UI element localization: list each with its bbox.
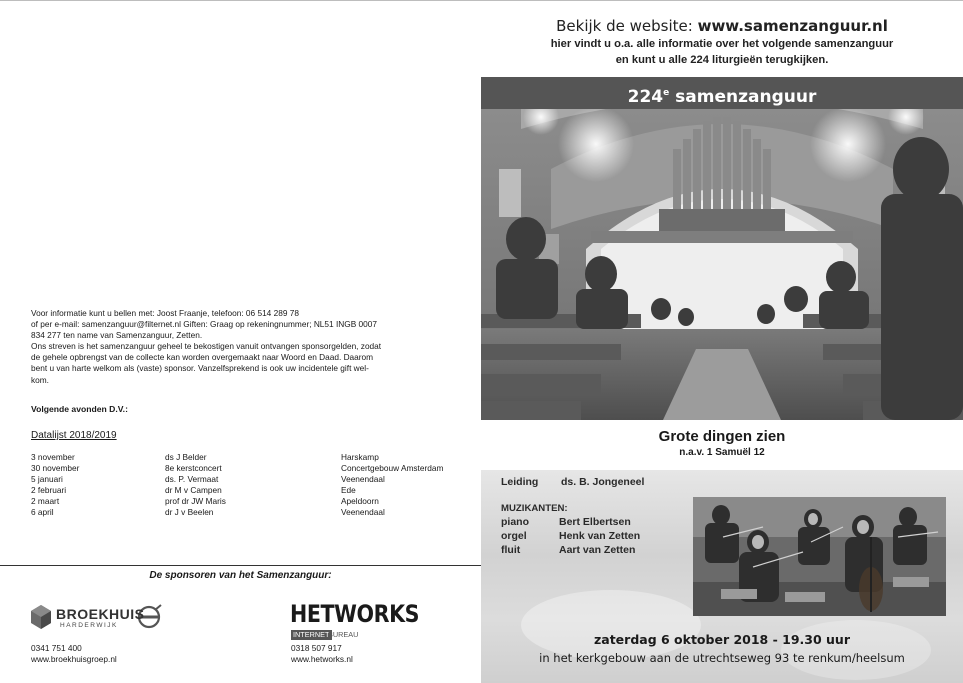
website-url: www.samenzanguur.nl	[697, 17, 888, 35]
place-cell: Veenendaal	[341, 507, 385, 518]
sponsor-divider	[0, 565, 481, 566]
musician-instrument: fluit	[501, 544, 521, 556]
date-cell: 3 november	[31, 452, 75, 462]
date-cell: 2 maart	[31, 496, 60, 507]
musician-list	[501, 516, 701, 558]
hetworks-phone: 0318 507 917	[291, 643, 342, 653]
leiding-row	[501, 476, 645, 488]
title-text: samenzanguur	[669, 87, 817, 107]
hetworks-name: HETWORKS	[290, 600, 420, 628]
place-cell: Concertgebouw Amsterdam	[341, 463, 444, 474]
date-cell: 2 februari	[31, 485, 67, 496]
date-cell: 6 april	[31, 507, 54, 518]
speaker-cell: 8e kerstconcert	[165, 463, 222, 474]
broekhuis-url: www.broekhuisgroep.nl	[31, 654, 117, 664]
musician-row	[501, 516, 701, 530]
background-glow	[521, 590, 701, 660]
website-info-line: en kunt u alle 224 liturgieën terugkijken.	[615, 54, 829, 66]
musician-instrument: piano	[501, 516, 529, 528]
background-glow	[781, 620, 931, 680]
broekhuis-phone: 0341 751 400	[31, 643, 82, 653]
info-line: kom.	[31, 374, 49, 385]
speaker-cell: dr M v Campen	[165, 485, 222, 496]
leiding-name: ds. B. Jongeneel	[561, 476, 645, 488]
date-row	[31, 474, 471, 485]
theme-title: Grote dingen zien	[658, 428, 786, 445]
event-location: in het kerkgebouw aan de utrechtseweg 93 te renkum/heelsum	[539, 651, 905, 665]
place-cell: Apeldoorn	[341, 496, 379, 507]
orchestra-photo	[693, 497, 946, 616]
datalijst-title: Datalijst 2018/2019	[31, 430, 117, 441]
right-panel	[481, 0, 963, 683]
event-date: zaterdag 6 oktober 2018 - 19.30 uur	[594, 632, 850, 647]
place-cell: Ede	[341, 485, 356, 496]
info-line: de gehele opbrengst van de collecte kan worden overgemaakt naar Woord en Daad. Daarom	[31, 352, 374, 363]
broekhuis-name: BROEKHUIS	[56, 606, 145, 622]
date-row	[31, 485, 471, 496]
info-line: bent u van harte welkom als (vaste) sponsor. Vanzelfsprekend is ook uw incidentele gift wel-	[31, 363, 369, 374]
musician-name: Aart van Zetten	[559, 544, 636, 556]
date-cell: 30 november	[31, 463, 80, 474]
hetworks-sub-internet: INTERNET	[293, 630, 330, 639]
speaker-cell: dr J v Beelen	[165, 507, 214, 518]
hetworks-url: www.hetworks.nl	[291, 654, 353, 664]
sponsor-title: De sponsoren van het Samenzanguur:	[149, 570, 332, 581]
musician-row	[501, 530, 701, 544]
date-row	[31, 463, 471, 474]
date-row	[31, 496, 471, 507]
place-cell: Harskamp	[341, 452, 379, 462]
date-list	[31, 452, 471, 519]
leiding-label: Leiding	[501, 476, 539, 488]
contact-info	[31, 308, 461, 386]
info-line: Ons streven is het samenzanguur geheel te bekostigen vanuit ontvangen sponsorgelden, zodat	[31, 341, 382, 352]
musikanten-title: MUZIKANTEN:	[501, 503, 568, 514]
title-number: 224	[627, 87, 664, 107]
broekhuis-sub: HARDERWIJK	[60, 622, 118, 629]
theme-subtitle: n.a.v. 1 Samuël 12	[679, 447, 765, 458]
left-panel	[0, 0, 481, 683]
musician-instrument: orgel	[501, 530, 527, 542]
website-line	[481, 17, 963, 35]
date-row	[31, 507, 471, 518]
title-band	[481, 77, 963, 109]
title-sup: e	[663, 88, 670, 98]
speaker-cell: prof dr JW Maris	[165, 496, 226, 507]
church-interior-photo	[481, 109, 963, 420]
speaker-cell: ds J Belder	[165, 452, 207, 462]
website-prefix: Bekijk de website:	[556, 17, 698, 35]
hetworks-sub-bureau: BUREAU	[328, 630, 359, 639]
speaker-cell: ds. P. Vermaat	[165, 474, 219, 485]
musician-name: Bert Elbertsen	[559, 516, 631, 528]
musician-row	[501, 544, 701, 558]
date-cell: 5 januari	[31, 474, 63, 485]
info-line: Voor informatie kunt u bellen met: Joost Fraanje, telefoon: 06 514 289 78	[31, 308, 299, 318]
place-cell: Veenendaal	[341, 474, 385, 485]
broekhuis-emblem-icon	[31, 605, 51, 629]
musician-name: Henk van Zetten	[559, 530, 641, 542]
date-row	[31, 452, 471, 463]
info-line: of per e-mail: samenzanguur@filternet.nl Giften: Graag op rekeningnummer; NL51 INGB 0007	[31, 319, 378, 330]
website-info-line: hier vindt u o.a. alle informatie over het volgende samenzanguur	[550, 38, 894, 50]
info-line: 834 277 ten name van Samenzanguur, Zetten.	[31, 330, 203, 341]
next-evenings-title: Volgende avonden D.V.:	[31, 404, 128, 414]
